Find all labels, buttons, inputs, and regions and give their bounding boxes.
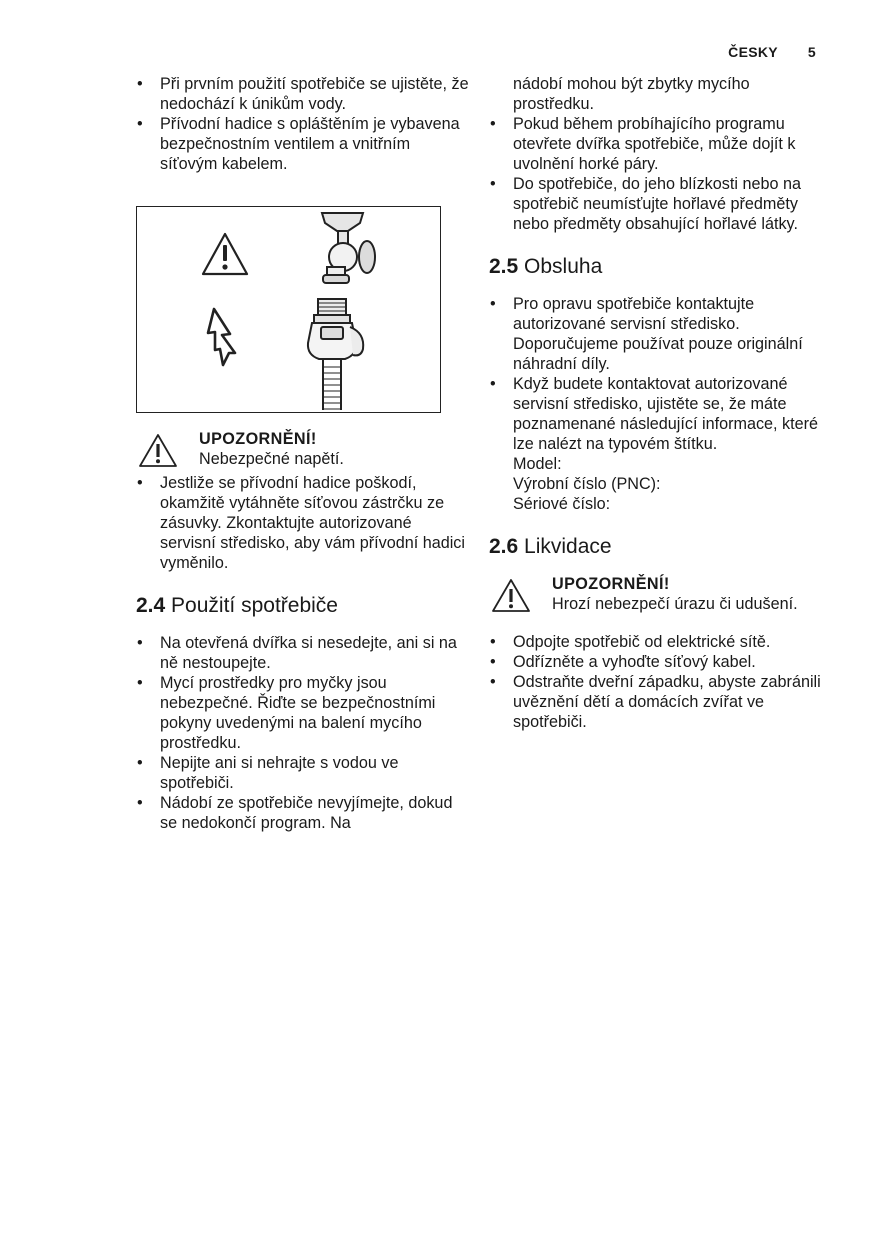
suffocation-warning xyxy=(489,574,823,614)
list-item: • Odřízněte a vyhoďte síťový kabel. xyxy=(489,652,823,672)
list-item: • Nádobí ze spotřebiče nevyjímejte, dokud se nedokončí program. Na xyxy=(136,793,470,833)
continued-text: nádobí mohou být zbytky mycího prostředku. xyxy=(513,75,750,113)
list-item: • Odpojte spotřebič od elektrické sítě. xyxy=(489,632,823,652)
warning-triangle-icon xyxy=(203,234,247,274)
section-title: Likvidace xyxy=(524,535,612,558)
safety-bullet-list xyxy=(489,114,823,234)
section-heading-2-4 xyxy=(136,593,470,619)
list-item: • Přívodní hadice s opláštěním je vybavena bezpečnostním ventilem a vnitřním síťovým kabelem. xyxy=(136,114,470,174)
section-number: 2.5 xyxy=(489,255,519,278)
list-item-text: • Když budete kontaktovat autorizované servisní středisko, ujistěte se, že máte poznamenané následující informace, které lze nalézt na typovém štítku. xyxy=(513,375,819,453)
water-hose-safety-drawing xyxy=(137,207,440,412)
safety-illustration xyxy=(136,206,441,413)
page-number: 5 xyxy=(807,44,816,60)
warning-title: UPOZORNĚNÍ! xyxy=(552,575,670,593)
hose-connector-icon xyxy=(308,299,363,410)
list-item: • Na otevřená dvířka si nesedejte, ani si na ně nestoupejte. xyxy=(136,633,470,673)
intro-bullet-list xyxy=(136,74,470,174)
list-item: • Pro opravu spotřebiče kontaktujte autorizované servisní středisko. Doporučujeme používat pouze originální náhradní díly. xyxy=(489,294,823,374)
list-item: • Při prvním použití spotřebiče se ujistěte, že nedochází k únikům vody. xyxy=(136,74,470,114)
water-tap-icon xyxy=(322,213,375,283)
section-title: Použití spotřebiče xyxy=(171,594,338,617)
serial-number-label: Sériové číslo: xyxy=(513,495,611,513)
list-item: • Nepijte ani si nehrajte s vodou ve spotřebiči. xyxy=(136,753,470,793)
hose-damage-bullet-list xyxy=(136,473,470,573)
left-column xyxy=(136,74,470,833)
voltage-warning xyxy=(136,429,470,469)
section-number: 2.6 xyxy=(489,535,519,558)
lightning-bolt-icon xyxy=(208,309,235,365)
list-item xyxy=(489,374,823,514)
list-item: • Pokud během probíhajícího programu otevřete dvířka spotřebiče, může dojít k uvolnění horké páry. xyxy=(489,114,823,174)
model-label: Model: xyxy=(513,455,562,473)
language-label: ČESKY xyxy=(728,44,778,60)
pnc-label: Výrobní číslo (PNC): xyxy=(513,475,661,493)
list-item: • Odstraňte dveřní západku, abyste zabránili uvěznění dětí a domácích zvířat ve spotřebiči. xyxy=(489,672,823,732)
service-bullet-list xyxy=(489,294,823,514)
disposal-bullet-list xyxy=(489,632,823,732)
usage-bullet-list xyxy=(136,633,470,833)
warning-triangle-icon xyxy=(491,578,531,614)
page-header xyxy=(728,44,816,60)
list-item: • Mycí prostředky pro myčky jsou nebezpečné. Řiďte se bezpečnostními pokyny uvedenými na balení mycího prostředku. xyxy=(136,673,470,753)
section-number: 2.4 xyxy=(136,594,166,617)
warning-title: UPOZORNĚNÍ! xyxy=(199,430,317,448)
section-heading-2-5 xyxy=(489,254,823,280)
list-item: • Do spotřebiče, do jeho blízkosti nebo na spotřebič neumísťujte hořlavé předměty nebo předměty obsahující hořlavé látky. xyxy=(489,174,823,234)
list-item: • Jestliže se přívodní hadice poškodí, okamžitě vytáhněte síťovou zástrčku ze zásuvky. Zkontaktujte autorizované servisní středisko, aby vám přívodní hadici vyměnilo. xyxy=(136,473,470,573)
right-column xyxy=(489,74,823,732)
warning-text: Hrozí nebezpečí úrazu či udušení. xyxy=(552,595,798,613)
warning-text: Nebezpečné napětí. xyxy=(199,450,344,468)
section-title: Obsluha xyxy=(524,255,603,278)
section-heading-2-6 xyxy=(489,534,823,560)
warning-triangle-icon xyxy=(138,433,178,469)
